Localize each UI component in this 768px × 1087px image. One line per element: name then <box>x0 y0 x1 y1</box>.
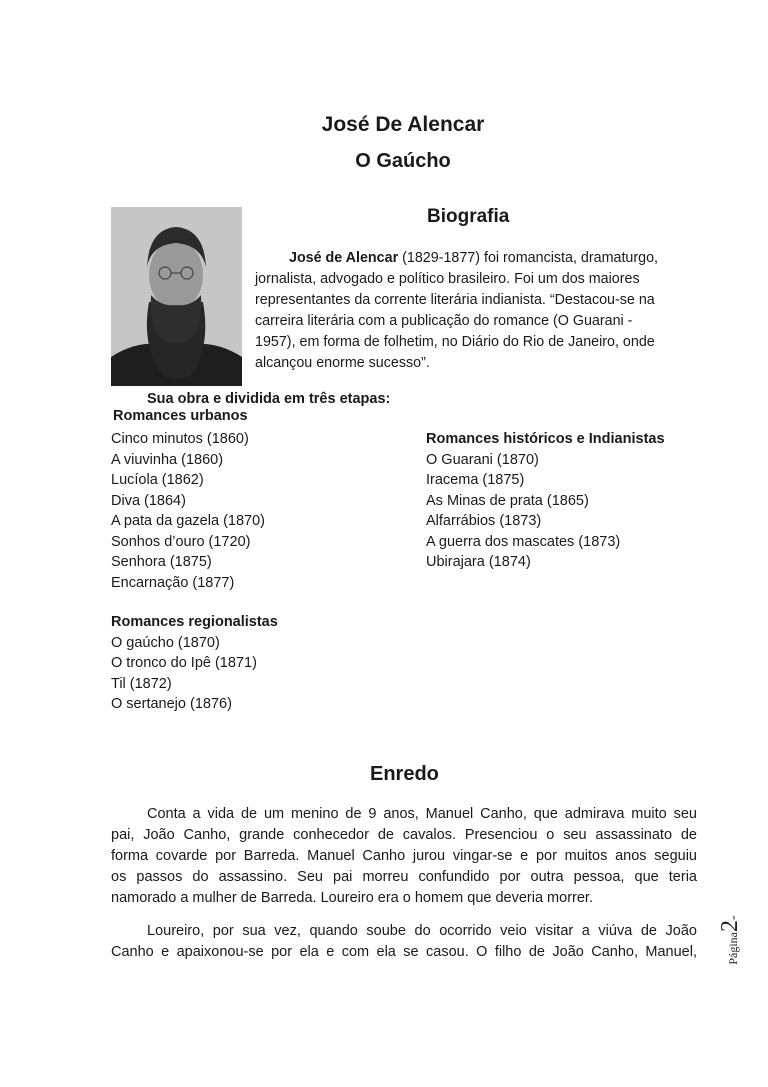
list-item: O gaúcho (1870) <box>111 634 220 651</box>
list-item: Encarnação (1877) <box>111 574 235 591</box>
paragraph-line: namorado a mulher de Barreda. Loureiro era o homem que deveria morrer. <box>111 890 593 906</box>
list-item: A pata da gazela (1870) <box>111 513 265 529</box>
list-item: A viuvinha (1860) <box>111 451 224 468</box>
list-item: A guerra dos mascates (1873) <box>426 533 621 550</box>
document-title: José De Alencar <box>321 113 485 136</box>
bio-line: representantes da corrente literária indianista. “Destacou-se na <box>255 292 655 308</box>
bio-line: 1957), em forma de folhetim, no Diário do Rio de Janeiro, onde <box>255 334 655 350</box>
list-item: Sonhos d’ouro (1720) <box>111 533 251 550</box>
list-item: O tronco do Ipê (1871) <box>111 655 257 671</box>
page-number <box>717 905 768 975</box>
urbanos-list <box>111 429 265 593</box>
list-item: As Minas de prata (1865) <box>426 492 589 509</box>
list-item: Cinco minutos (1860) <box>111 431 249 447</box>
regionalistas-list <box>111 612 278 715</box>
page-label: Página <box>726 932 740 965</box>
biografia-heading: Biografia <box>427 206 510 227</box>
paragraph-line: Loureiro, por sua vez, quando soube do ocorrido veio visitar a viúva de João <box>147 923 697 939</box>
list-item: Ubirajara (1874) <box>426 554 531 570</box>
list-item: O Guarani (1870) <box>426 451 539 468</box>
urbanos-heading: Romances urbanos <box>113 408 248 424</box>
page-number-value: 2 <box>717 920 743 932</box>
enredo-paragraph-1 <box>111 804 697 909</box>
obra-intro: Sua obra e dividida em três etapas: <box>147 391 391 407</box>
biografia-text <box>255 248 695 374</box>
paragraph-line: Conta a vida de um menino de 9 anos, Manuel Canho, que admirava muito seu <box>147 806 697 822</box>
page-dash: - <box>726 915 741 920</box>
bio-author-name: José de Alencar <box>289 250 399 266</box>
paragraph-line: os passos do assassino. Seu pai morreu confundido por outra pessoa, que teria <box>111 869 697 885</box>
bio-line: José de Alencar (1829-1877) foi romancista, dramaturgo, <box>289 250 658 266</box>
paragraph-line: pai, João Canho, grande conhecedor de cavalos. Presenciou o seu assassinato de <box>111 827 697 843</box>
historicos-heading: Romances históricos e Indianistas <box>426 431 665 447</box>
enredo-paragraph-2 <box>111 921 697 963</box>
list-item: Lucíola (1862) <box>111 472 204 488</box>
list-item: Senhora (1875) <box>111 554 212 570</box>
list-item: O sertanejo (1876) <box>111 696 232 712</box>
bio-line: alcançou enorme sucesso”. <box>255 355 430 371</box>
paragraph-line: Canho e apaixonou-se por ela e com ela se casou. O filho de João Canho, Manuel, <box>111 944 697 960</box>
list-item: Diva (1864) <box>111 492 186 509</box>
author-portrait <box>111 207 242 386</box>
list-item: Alfarrábios (1873) <box>426 513 542 529</box>
list-item: Iracema (1875) <box>426 472 525 488</box>
work-title: O Gaúcho <box>355 150 451 172</box>
bio-line: jornalista, advogado e político brasileiro. Foi um dos maiores <box>255 271 640 287</box>
enredo-heading: Enredo <box>370 763 439 785</box>
bio-line: carreira literária com a publicação do romance (O Guarani - <box>255 313 633 329</box>
paragraph-line: forma covarde por Barreda. Manuel Canho jurou vingar-se e por muitos anos seguiu <box>111 848 697 864</box>
list-item: Til (1872) <box>111 675 172 692</box>
regionalistas-heading: Romances regionalistas <box>111 614 278 630</box>
historicos-list <box>426 429 665 573</box>
